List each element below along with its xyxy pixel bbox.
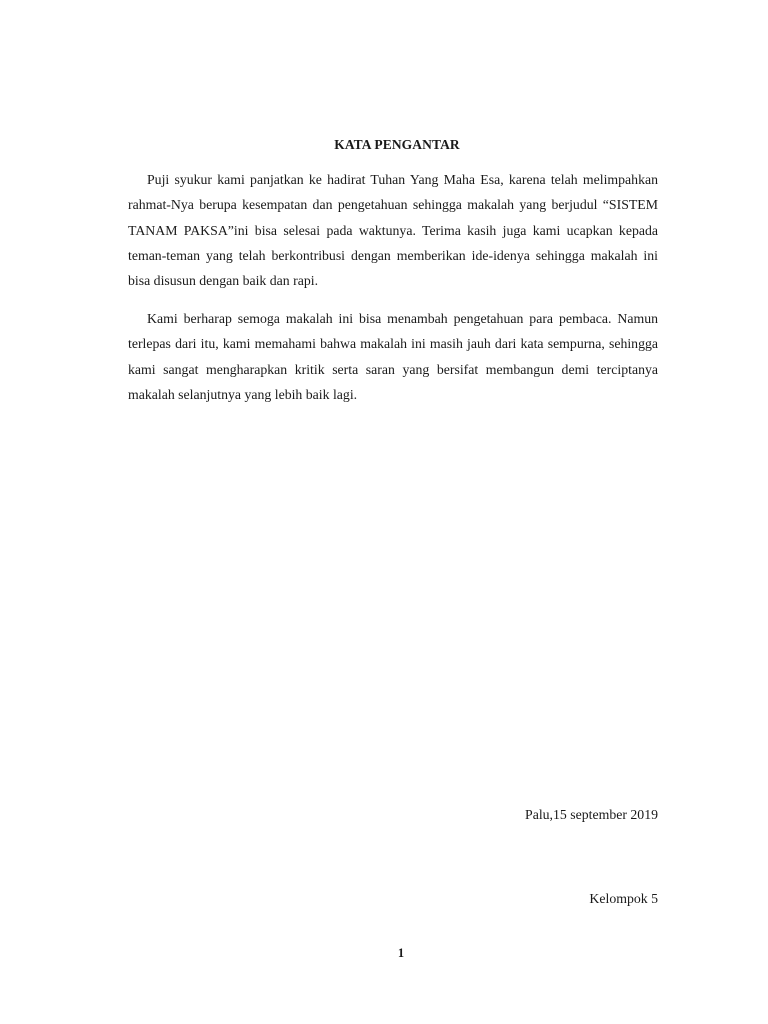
page-title: KATA PENGANTAR — [334, 137, 460, 152]
paragraph-2: Kami berharap semoga makalah ini bisa menambah pengetahuan para pembaca. Namun terlepas dari itu, kami memahami bahwa makalah ini masih jauh dari kata sempurna, sehingga kami sangat mengharapkan kritik serta saran yang bersifat membangun demi terciptanya makalah selanjutnya yang lebih baik lagi. — [128, 311, 658, 402]
page-number: 1 — [397, 946, 405, 960]
place-date: Palu,15 september 2019 — [525, 807, 658, 822]
paragraph-1-container — [128, 167, 658, 293]
author-group: Kelompok 5 — [589, 891, 658, 906]
paragraph-1: Puji syukur kami panjatkan ke hadirat Tuhan Yang Maha Esa, karena telah melimpahkan rahmat-Nya berupa kesempatan dan pengetahuan sehingga makalah yang berjudul “SISTEM TANAM PAKSA”ini bisa selesai pada waktunya. Terima kasih juga kami ucapkan kepada teman-teman yang telah berkontribusi dengan memberikan ide-idenya sehingga makalah ini bisa disusun dengan baik dan rapi. — [128, 172, 658, 289]
paragraph-2-container — [128, 306, 658, 407]
